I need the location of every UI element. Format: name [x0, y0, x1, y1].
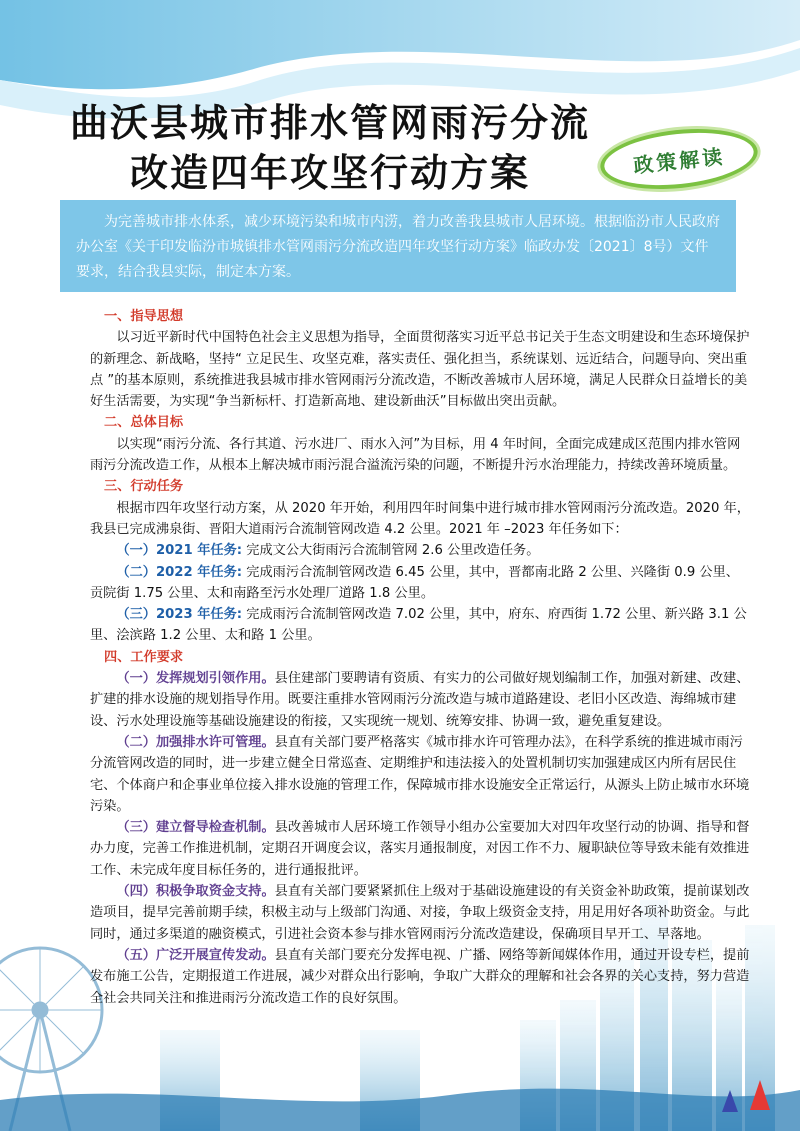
requirement-3-text: 县改善城市人居环境工作领导小组办公室要加大对四年攻坚行动的协调、指导和督办力度，完善工作推进机制，定期召开调度会议，落实月通报制度，对因工作不力、履职缺位等导致未能有效推进工作、未完成年度目标任务的，进行通报批评。: [90, 820, 750, 878]
section-3-paragraph: 根据市四年攻坚行动方案，从 2020 年开始，利用四年时间集中进行城市排水管网雨污分流改造。2020 年，我县已完成沸泉街、晋阳大道雨污合流制管网改造 4.2 公里。2021 年 –2023 年任务如下：: [90, 500, 750, 537]
section-heading-3: 三、行动任务: [104, 479, 184, 495]
requirement-2: [90, 732, 752, 817]
section-2-paragraph: 以实现“雨污分流、各行其道、污水进厂、雨水入河”为目标，用 4 年时间，全面完成建成区范围内排水管网雨污分流改造工作，从根本上解决城市雨污混合溢流污染的问题，不断提升污水治理能力，持续改善环境质量。: [90, 436, 741, 474]
section-heading-1: 一、指导思想: [104, 309, 184, 324]
requirement-3: [90, 817, 752, 881]
requirement-1-label: （一）发挥规划引领作用。: [116, 671, 275, 687]
requirement-1: [90, 668, 752, 732]
task-2021-text: 完成文公大街雨污合流制管网 2.6 公里改造任务。: [242, 543, 540, 559]
requirement-5-label: （五）广泛开展宣传发动。: [116, 947, 275, 963]
requirement-2-label: （二）加强排水许可管理。: [116, 734, 275, 750]
task-2021: [90, 540, 752, 561]
requirement-1-text: 县住建部门要聘请有资质、有实力的公司做好规划编制工作，加强对新建、改建、扩建的排水设施的规划指导作用。既要注重排水管网雨污分流改造与城市道路建设、老旧小区改造、海绵城市建设、污水处理设施等基础设施建设的衔接，又实现统一规划、统筹安排、协调一致，避免重复建设。: [90, 671, 750, 729]
requirement-2-text: 县直有关部门要严格落实《城市排水许可管理办法》，在科学系统的推进城市雨污分流管网改造的同时，进一步建立健全日常巡查、定期维护和违法接入的处置机制切实加强建成区内所有居民住宅、个体商户和企事业单位接入排水设施的管理工作，保障城市排水设施安全正常运行，从源头上防止城市水环境污染。: [90, 734, 750, 814]
content-body: [90, 306, 752, 1009]
section-1-paragraph: 以习近平新时代中国特色社会主义思想为指导，全面贯彻落实习近平总书记关于生态文明建设和生态环境保护的新理念、新战略，坚持“ 立足民生、攻坚克难，落实责任、强化担当，系统谋划、远近结合，问题导向、突出重点 ”的基本原则，系统推进我县城市排水管网雨污分流改造，不断改善城市人居环境，满足人民群众日益增长的美好生活需要，为实现“争当新标杆、打造新高地、建设新曲沃”目标做出突出贡献。: [90, 330, 750, 410]
task-2021-label: （一）2021 年任务:: [116, 543, 243, 559]
task-2022-text: 完成雨污合流制管网改造 6.45 公里，其中，晋都南北路 2 公里、兴隆街 0.9 公里、贡院街 1.75 公里、太和南路至污水处理厂道路 1.8 公里。: [90, 564, 739, 601]
requirement-4: [90, 881, 752, 945]
section-heading-2: 二、总体目标: [104, 415, 184, 431]
requirement-4-label: （四）积极争取资金支持。: [116, 884, 275, 900]
task-2023-text: 完成雨污合流制管网改造 7.02 公里，其中，府东、府西街 1.72 公里、新兴路 3.1 公里、浍滨路 1.2 公里、太和路 1 公里。: [90, 607, 747, 644]
requirement-5: [90, 945, 752, 1009]
intro-box: 为完善城市排水体系，减少环境污染和城市内涝，着力改善我县城市人居环境。根据临汾市人民政府办公室《关于印发临汾市城镇排水管网雨污分流改造四年攻坚行动方案》临政办发〔2021〕8号）文件要求，结合我县实际，制定本方案。: [60, 200, 736, 292]
task-2023: [90, 604, 752, 647]
task-2022: [90, 562, 752, 605]
requirement-4-text: 县直有关部门要紧紧抓住上级对于基础设施建设的有关资金补助政策，提前谋划改造项目，提早完善前期手续，积极主动与上级部门沟通、对接，争取上级资金支持，用足用好各项补助资金。与此同时，通过多渠道的融资模式，引进社会资本参与排水管网雨污分流改造建设，保确项目早开工、早落地。: [90, 884, 750, 942]
requirement-3-label: （三）建立督导检查机制。: [116, 820, 275, 836]
section-heading-4: 四、工作要求: [104, 649, 184, 665]
title-line-1: 曲沃县城市排水管网雨污分流: [69, 100, 590, 145]
badge-label: 政策解读: [632, 143, 727, 178]
title-line-2: 改造四年攻坚行动方案: [129, 150, 530, 195]
task-2023-label: （三）2023 年任务:: [116, 607, 243, 623]
task-2022-label: （二）2022 年任务:: [116, 564, 243, 580]
requirement-5-text: 县直有关部门要充分发挥电视、广播、网络等新闻媒体作用，通过开设专栏，提前发布施工公告，定期报道工作进展，减少对群众出行影响，争取广大群众的理解和社会各界的关心支持，努力营造全社会共同关注和推进雨污分流改造工作的良好氛围。: [90, 947, 750, 1006]
